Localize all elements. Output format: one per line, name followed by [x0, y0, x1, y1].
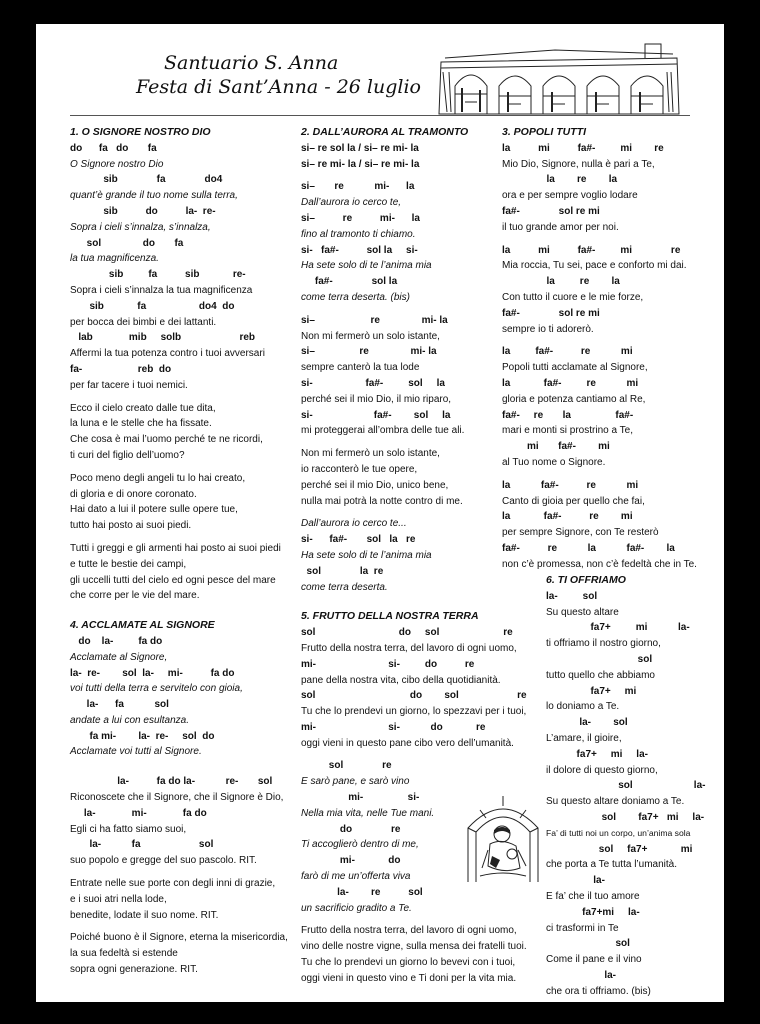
lyric-line: Non mi fermerò un solo istante,: [301, 330, 440, 342]
lyric-line: perché sei il mio Dio, unico bene,: [301, 479, 449, 491]
lyric-line: sempre io ti adorerò.: [502, 323, 594, 335]
lyric-line: Ecco il cielo creato dalle tue dita,: [70, 402, 216, 414]
lyric-line: di gloria e di onore coronato.: [70, 488, 197, 500]
lyric-line: tutto quello che abbiamo: [546, 669, 655, 681]
lyric-line: Ti accoglierò dentro di me,: [301, 839, 419, 851]
lyric-line: come terra deserta.: [301, 581, 388, 593]
song-title: 3. POPOLI TUTTI: [502, 126, 587, 138]
lyric-line: nulla mai potrà la notte contro di me.: [301, 495, 463, 507]
lyric-line: gli uccelli tutti del cielo ed ogni pesce del mare: [70, 574, 276, 586]
lyric-line: e i suoi atri nella lode,: [70, 893, 167, 905]
lyric-line: Frutto della nostra terra, del lavoro di ogni uomo,: [301, 925, 517, 937]
chord-line: fa#- sol la: [301, 276, 398, 288]
lyric-line: lo doniamo a Te.: [546, 701, 620, 713]
chord-line: sol la re: [301, 565, 384, 577]
lyric-line: un sacrificio gradito a Te.: [301, 902, 412, 914]
chord-line: la-: [546, 969, 617, 981]
lyric-line: Tu che lo prendevi un giorno, lo spezzavi per i tuoi,: [301, 706, 527, 718]
lyric-line: Con tutto il cuore e le mie forze,: [502, 291, 644, 303]
chord-line: la fa#- re mi: [502, 346, 633, 358]
lyric-line: Ha sete solo di te l’anima mia: [301, 549, 432, 561]
lyric-line: Che cosa è mai l’uomo perché te ne ricordi,: [70, 434, 263, 446]
lyric-line: voi tutti della terra e servitelo con gioia,: [70, 683, 243, 695]
chord-line: fa- reb do: [70, 363, 172, 375]
lyric-line: per bocca dei bimbi e dei lattanti.: [70, 316, 217, 328]
chord-line: si– re mi- la: [301, 212, 420, 224]
chord-line: si- fa#- sol la si-: [301, 244, 418, 256]
stanza-spacer: [301, 751, 541, 758]
stanza-spacer: [70, 464, 330, 471]
lyric-line: Poco meno degli angeli tu lo hai creato,: [70, 472, 246, 484]
lyric-line: io racconterò le tue opere,: [301, 463, 418, 475]
lyric-line: per far tacere i tuoi nemici.: [70, 379, 188, 391]
lyric-line: la luna e le stelle che ha fissate.: [70, 418, 212, 430]
lyric-line: sempre canterò la tua lode: [301, 362, 420, 374]
chord-line: sol do sol re: [301, 690, 527, 702]
lyric-line: benedite, lodate il suo nome. RIT.: [70, 909, 219, 921]
chord-line: do la- fa do: [70, 635, 163, 647]
chord-line: la re la: [502, 174, 618, 186]
column-right-top: [502, 125, 717, 573]
chord-line: la- mi- fa do: [70, 807, 207, 819]
chord-line: si– re mi- la / si– re mi- la: [301, 158, 420, 170]
header-divider: [70, 115, 690, 116]
chord-line: sib fa do4: [70, 174, 223, 186]
lyric-line: suo popolo e gregge del suo pascolo. RIT.: [70, 855, 257, 867]
chord-line: mi- si- do re: [301, 658, 475, 670]
header-subtitle: Festa di Sant’Anna - 26 luglio: [136, 76, 421, 98]
column-left: [70, 125, 330, 978]
chord-line: fa7+ mi: [546, 685, 637, 697]
chord-line: si- fa#- sol la: [301, 377, 445, 389]
lyric-line: Affermi la tua potenza contro i tuoi avversari: [70, 348, 265, 360]
lyric-line: Su questo altare: [546, 606, 619, 618]
lyric-line: E sarò pane, e sarò vino: [301, 776, 410, 788]
chord-line: fa7+ mi la-: [546, 622, 690, 634]
lyric-line: sopra ogni generazione. RIT.: [70, 964, 198, 976]
lyric-line: ti curi del figlio dell’uomo?: [70, 449, 185, 461]
lyric-line: tutto hai posto ai suoi piedi.: [70, 520, 192, 532]
lyric-line: per sempre Signore, con Te resterò: [502, 527, 659, 539]
lyric-line: Poiché buono è il Signore, eterna la misericordia,: [70, 932, 288, 944]
lyric-line: Frutto della nostra terra, del lavoro di ogni uomo,: [301, 642, 517, 654]
stanza-spacer: [70, 611, 330, 618]
lyric-line: Come il pane e il vino: [546, 954, 642, 966]
song-sheet-page: [36, 24, 724, 1002]
chord-line: si– re mi- la: [301, 314, 448, 326]
lyric-line: vino delle nostre vigne, sulla mensa dei fratelli tuoi.: [301, 941, 527, 953]
chord-line: la- fa do la- re- sol: [70, 776, 273, 788]
lyric-line: oggi vieni in questo vino e Ti doni per la vita mia.: [301, 972, 517, 984]
lyric-line: Popoli tutti acclamate al Signore,: [502, 362, 648, 374]
lyric-line: ora e per sempre voglio lodare: [502, 190, 638, 202]
song-title: 1. O SIGNORE NOSTRO DIO: [70, 126, 211, 138]
lyric-line: Non mi fermerò un solo istante,: [301, 448, 440, 460]
chord-line: la- fa sol: [70, 839, 214, 851]
header-title: Santuario S. Anna: [164, 52, 339, 74]
chord-line: sib fa do4 do: [70, 300, 235, 312]
chord-line: fa7+mi la-: [546, 906, 640, 918]
lyric-line: Egli ci ha fatto siamo suoi,: [70, 823, 187, 835]
lyric-line: la sua fedeltà si estende: [70, 948, 178, 960]
lyric-line: Hai dato a lui il potere sulle opere tue,: [70, 504, 238, 516]
chord-line: sol do fa: [70, 237, 184, 249]
lyric-line: Fa’ di tutti noi un corpo, un’anima sola: [546, 827, 691, 838]
stanza-spacer: [70, 767, 330, 774]
chord-line: si– re mi- la: [301, 181, 415, 193]
chord-line: la- fa sol: [70, 699, 169, 711]
lyric-line: al Tuo nome o Signore.: [502, 456, 606, 468]
stanza-spacer: [502, 337, 717, 344]
lyric-line: Ha sete solo di te l’anima mia: [301, 260, 432, 272]
lyric-line: oggi vieni in questo pane cibo vero dell’umanità.: [301, 737, 514, 749]
stanza-spacer: [70, 760, 330, 767]
chord-line: la re la: [502, 276, 620, 288]
lyric-line: Canto di gioia per quello che fai,: [502, 495, 645, 507]
chord-line: sib do la- re-: [70, 205, 216, 217]
stanza-spacer: [70, 923, 330, 930]
lyric-line: il tuo grande amor per noi.: [502, 221, 619, 233]
song-title: 6. TI OFFRIAMO: [546, 574, 626, 586]
chord-line: la mi fa#- mi re: [502, 244, 681, 256]
column-right-bottom: [546, 573, 718, 1000]
chord-line: la fa#- re mi: [502, 377, 639, 389]
chord-line: fa7+ mi la-: [546, 748, 648, 760]
lyric-line: Tutti i greggi e gli armenti hai posto ai suoi piedi: [70, 542, 281, 554]
chord-line: si– re sol la / si– re mi- la: [301, 142, 419, 154]
chord-line: mi- si-: [301, 792, 420, 804]
chord-line: do re: [301, 823, 401, 835]
stanza-spacer: [301, 595, 541, 602]
lyric-line: che corre per le vie del mare.: [70, 590, 200, 602]
chord-line: mi fa#- mi: [502, 441, 610, 453]
lyric-line: Dall’aurora io cerco te...: [301, 518, 407, 530]
lyric-line: e tutte le bestie dei campi,: [70, 558, 187, 570]
lyric-line: che ora ti offriamo. (bis): [546, 985, 651, 997]
page-header: [136, 51, 421, 99]
lyric-line: ci trasformi in Te: [546, 922, 619, 934]
sanctuary-arcade-sketch: [435, 42, 683, 116]
lyric-line: Nella mia vita, nelle Tue mani.: [301, 807, 435, 819]
lyric-line: Acclamate al Signore,: [70, 651, 168, 663]
lyric-line: gloria e potenza cantiamo al Re,: [502, 393, 646, 405]
lyric-line: Acclamate voi tutti al Signore.: [70, 746, 202, 758]
lyric-line: farò di me un’offerta viva: [301, 871, 411, 883]
lyric-line: quant’è grande il tuo nome sulla terra,: [70, 190, 238, 202]
lyric-line: fino al tramonto ti chiamo.: [301, 228, 416, 240]
lyric-line: O Signore nostro Dio: [70, 158, 164, 170]
saint-anna-sketch: [460, 788, 546, 884]
chord-line: fa#- re la fa#-: [502, 409, 634, 421]
lyric-line: pane della nostra vita, cibo della quotidianità.: [301, 674, 501, 686]
chord-line: si– re mi- la: [301, 346, 437, 358]
lyric-line: il dolore di questo giorno,: [546, 764, 658, 776]
stanza-spacer: [70, 394, 330, 401]
chord-line: si- fa#- sol la re: [301, 534, 416, 546]
chord-line: si- fa#- sol la: [301, 409, 451, 421]
lyric-line: Mio Dio, Signore, nulla è pari a Te,: [502, 158, 655, 170]
lyric-line: L’amare, il gioire,: [546, 732, 622, 744]
chord-line: sib fa sib re-: [70, 269, 246, 281]
lyric-line: perché sei il mio Dio, il mio riparo,: [301, 393, 452, 405]
chord-line: mi- si- do re: [301, 721, 486, 733]
lyric-line: come terra deserta. (bis): [301, 291, 410, 303]
stanza-spacer: [70, 534, 330, 541]
lyric-line: Riconoscete che il Signore, che il Signore è Dio,: [70, 792, 284, 804]
lyric-line: la tua magnificenza.: [70, 253, 159, 265]
chord-line: fa mi- la- re- sol do: [70, 730, 215, 742]
chord-line: fa#- re la fa#- la: [502, 542, 675, 554]
chord-line: la- re- sol la- mi- fa do: [70, 667, 235, 679]
chord-line: lab mib solb reb: [70, 332, 256, 344]
lyric-line: Mia roccia, Tu sei, pace e conforto mi dai.: [502, 260, 687, 272]
chord-line: fa#- sol re mi: [502, 307, 600, 319]
lyric-line: Su questo altare doniamo a Te.: [546, 796, 685, 808]
chord-line: mi- do: [301, 855, 401, 867]
chord-line: la- sol: [546, 717, 628, 729]
lyric-line: Sopra i cieli s’innalza la tua magnificenza: [70, 284, 253, 296]
chord-line: la-: [546, 875, 605, 887]
chord-line: sol re: [301, 760, 392, 772]
chord-line: do fa do fa: [70, 142, 157, 154]
lyric-line: non c’è promessa, non c’è fedeltà che in Te.: [502, 558, 697, 570]
lyric-line: E fa’ che il tuo amore: [546, 890, 640, 902]
stanza-spacer: [70, 604, 330, 611]
chord-line: fa#- sol re mi: [502, 205, 600, 217]
chord-line: sol do sol re: [301, 627, 513, 639]
chord-line: la fa#- re mi: [502, 511, 633, 523]
lyric-line: Tu che lo prendevi un giorno lo bevevi con i tuoi,: [301, 957, 516, 969]
song-title: 5. FRUTTO DELLA NOSTRA TERRA: [301, 610, 479, 623]
chord-line: sol fa7+ mi la-: [546, 811, 705, 823]
stanza-spacer: [301, 916, 541, 923]
lyric-line: che porta a Te tutta l’umanità.: [546, 859, 678, 871]
chord-line: la- re sol: [301, 886, 423, 898]
chord-line: sol: [546, 938, 630, 950]
chord-line: sol: [546, 653, 653, 665]
chord-line: la- sol: [546, 590, 598, 602]
chord-line: la fa#- re mi: [502, 479, 639, 491]
lyric-line: Sopra i cieli s’innalza, s’innalza,: [70, 221, 211, 233]
chord-line: la mi fa#- mi re: [502, 142, 664, 154]
chord-line: sol fa7+ mi: [546, 843, 693, 855]
song-title: 4. ACCLAMATE AL SIGNORE: [70, 619, 215, 632]
stanza-spacer: [301, 602, 541, 609]
stanza-spacer: [502, 471, 717, 478]
lyric-line: Entrate nelle sue porte con degli inni di grazie,: [70, 878, 276, 890]
lyric-line: mari e monti si prostrino a Te,: [502, 425, 633, 437]
lyric-line: ti offriamo il nostro giorno,: [546, 638, 661, 650]
chord-line: sol la-: [546, 780, 706, 792]
lyric-line: Dall’aurora io cerco te,: [301, 197, 402, 209]
lyric-line: mi proteggerai all’ombra delle tue ali.: [301, 425, 465, 437]
song-title: 2. DALL’AURORA AL TRAMONTO: [301, 126, 469, 138]
stanza-spacer: [502, 236, 717, 243]
lyric-line: andate a lui con esultanza.: [70, 714, 189, 726]
stanza-spacer: [70, 869, 330, 876]
